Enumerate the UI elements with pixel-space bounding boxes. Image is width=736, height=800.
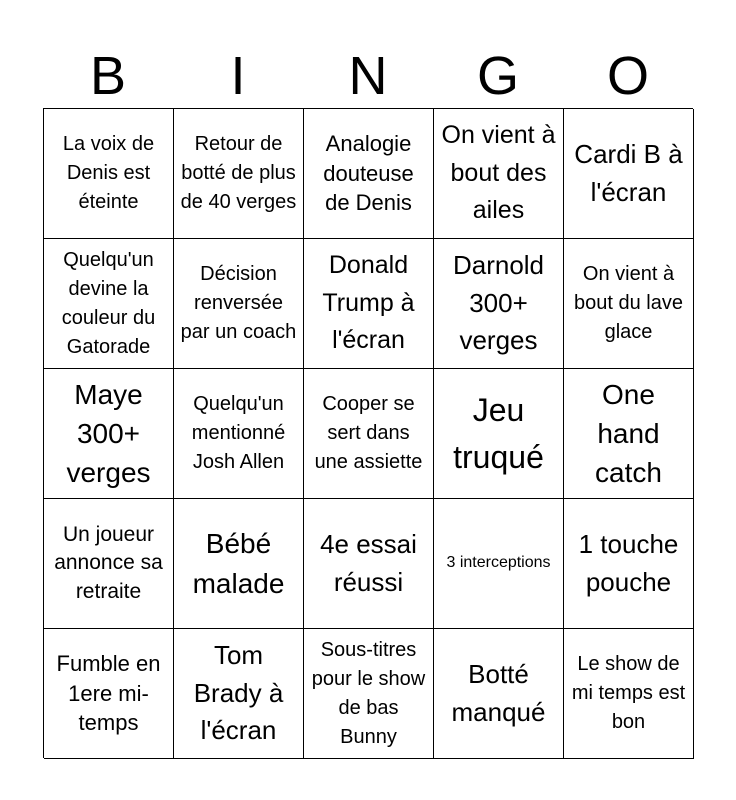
- bingo-cell-r3-c1[interactable]: Maye 300+ verges: [44, 369, 174, 499]
- header-letter-i: I: [230, 46, 246, 106]
- bingo-cell-r3-c2[interactable]: Quelqu'un mentionné Josh Allen: [174, 369, 304, 499]
- header-letter-o: O: [606, 46, 649, 106]
- bingo-cell-r1-c2[interactable]: Retour de botté de plus de 40 verges: [174, 109, 304, 239]
- bingo-cell-r5-c3[interactable]: Sous-titres pour le show de bas Bunny: [304, 629, 434, 759]
- bingo-cell-r5-c1[interactable]: Fumble en 1ere mi-temps: [44, 629, 174, 759]
- header-letter-g: G: [476, 46, 519, 106]
- bingo-cell-r4-c3[interactable]: 4e essai réussi: [304, 499, 434, 629]
- bingo-cell-r1-c5[interactable]: Cardi B à l'écran: [564, 109, 694, 239]
- bingo-cell-r2-c3[interactable]: Donald Trump à l'écran: [304, 239, 434, 369]
- bingo-cell-r2-c2[interactable]: Décision renversée par un coach: [174, 239, 304, 369]
- bingo-cell-r5-c4[interactable]: Botté manqué: [434, 629, 564, 759]
- bingo-cell-r3-c5[interactable]: One hand catch: [564, 369, 694, 499]
- bingo-cell-r2-c1[interactable]: Quelqu'un devine la couleur du Gatorade: [44, 239, 174, 369]
- bingo-header: [43, 44, 693, 108]
- bingo-cell-r3-c3[interactable]: Cooper se sert dans une assiette: [304, 369, 434, 499]
- header-letter-n: N: [348, 46, 388, 106]
- bingo-cell-r1-c1[interactable]: La voix de Denis est éteinte: [44, 109, 174, 239]
- bingo-cell-r3-c4[interactable]: Jeu truqué: [434, 369, 564, 499]
- bingo-cell-r1-c4[interactable]: On vient à bout des ailes: [434, 109, 564, 239]
- bingo-cell-r4-c2[interactable]: Bébé malade: [174, 499, 304, 629]
- header-letter-b: B: [89, 46, 127, 106]
- bingo-cell-r5-c5[interactable]: Le show de mi temps est bon: [564, 629, 694, 759]
- bingo-cell-r1-c3[interactable]: Analogie douteuse de Denis: [304, 109, 434, 239]
- bingo-grid: [43, 108, 693, 758]
- bingo-cell-r4-c1[interactable]: Un joueur annonce sa retraite: [44, 499, 174, 629]
- bingo-cell-r2-c5[interactable]: On vient à bout du lave glace: [564, 239, 694, 369]
- bingo-cell-r4-c4[interactable]: 3 interceptions: [434, 499, 564, 629]
- bingo-cell-r4-c5[interactable]: 1 touche pouche: [564, 499, 694, 629]
- bingo-cell-r2-c4[interactable]: Darnold 300+ verges: [434, 239, 564, 369]
- bingo-cell-r5-c2[interactable]: Tom Brady à l'écran: [174, 629, 304, 759]
